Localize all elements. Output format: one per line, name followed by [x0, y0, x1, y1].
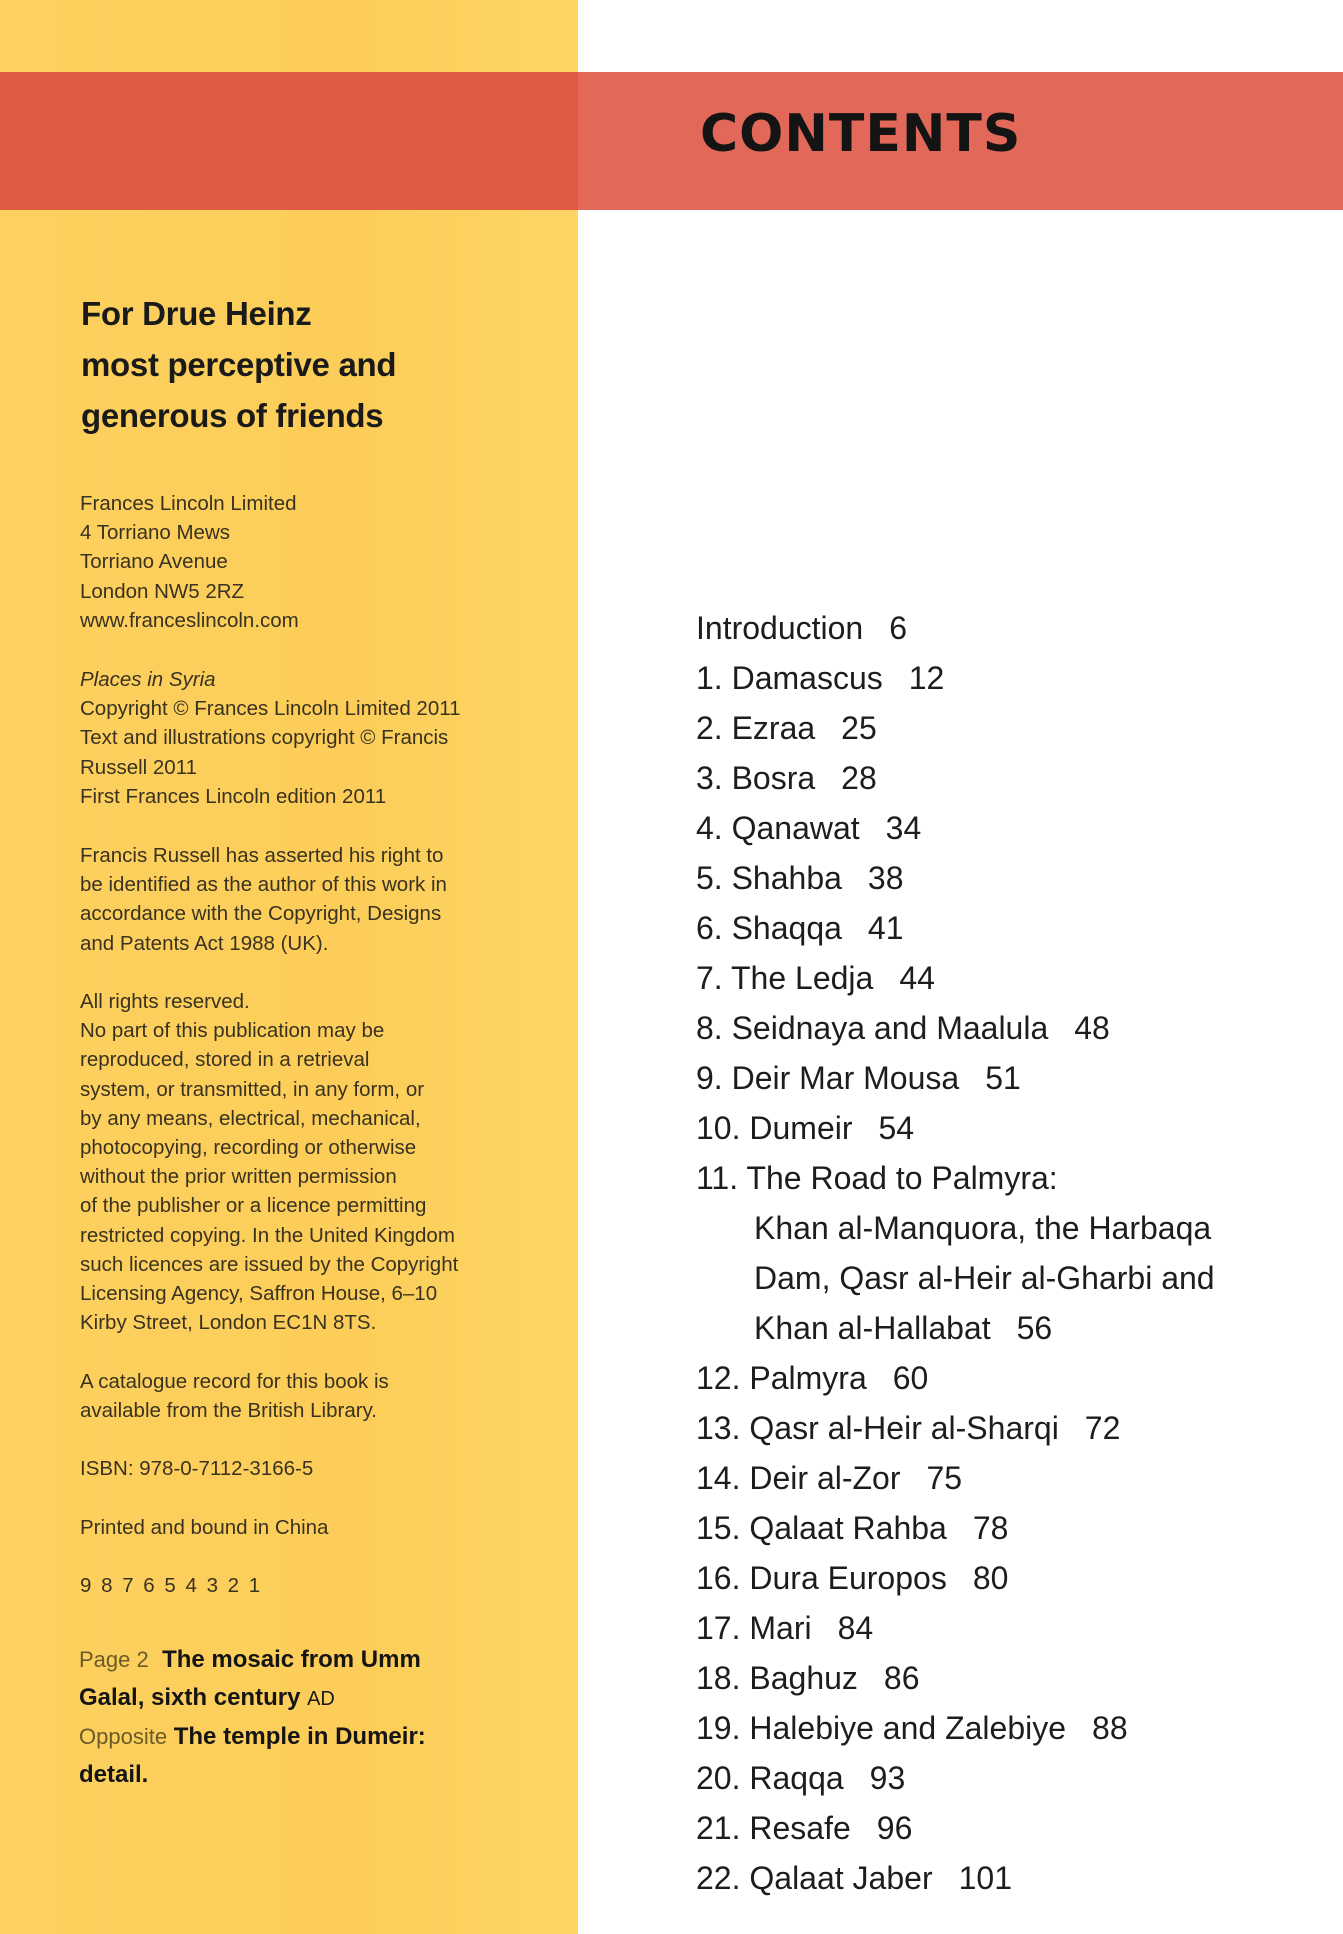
text-line: reproduced, stored in a retrieval [80, 1048, 370, 1072]
toc-page-number: 60 [892, 1360, 929, 1396]
toc-title: 15. Qalaat Rahba [696, 1510, 947, 1546]
toc-title: 18. Baghuz [696, 1660, 858, 1696]
caption-label: Opposite [79, 1724, 168, 1749]
dedication-line: most perceptive and [81, 346, 397, 383]
header-band [0, 72, 1343, 210]
toc-entry [696, 1853, 1215, 1903]
dedication-line: For Drue Heinz [81, 295, 312, 332]
toc-page-number: 72 [1084, 1410, 1121, 1446]
toc-page-number: 86 [883, 1660, 920, 1696]
picture-captions [79, 1641, 426, 1794]
toc-page-number: 84 [837, 1610, 874, 1646]
toc-entry [696, 1453, 1215, 1503]
toc-title: 7. The Ledja [696, 960, 874, 996]
text-line: available from the British Library. [80, 1399, 377, 1423]
catalogue-record [80, 1367, 389, 1425]
toc-entry [696, 903, 1215, 953]
caption-text: detail. [79, 1761, 149, 1788]
toc-title: 19. Halebiye and Zalebiye [696, 1710, 1067, 1746]
toc-title-continued: Dam, Qasr al-Heir al-Gharbi and [754, 1260, 1215, 1296]
caption-era: AD [307, 1688, 335, 1710]
toc-title: 17. Mari [696, 1610, 812, 1646]
toc-page-number: 34 [885, 810, 922, 846]
address-line: 4 Torriano Mews [80, 521, 231, 545]
toc-page-number: 93 [869, 1760, 906, 1796]
toc-entry-continuation [696, 1303, 1215, 1353]
toc-entry [696, 803, 1215, 853]
text-line: without the prior written permission [80, 1165, 397, 1189]
copyright-line: Russell 2011 [80, 755, 197, 779]
toc-entry [696, 1803, 1215, 1853]
caption-text: The mosaic from Umm [162, 1646, 421, 1673]
toc-page-number: 38 [867, 860, 904, 896]
toc-page-number: 54 [878, 1110, 915, 1146]
caption-text: The temple in Dumeir: [173, 1723, 426, 1750]
copyright-line: First Frances Lincoln edition 2011 [80, 784, 387, 808]
toc-page-number: 28 [841, 760, 877, 796]
dedication-line: generous of friends [81, 397, 384, 434]
toc-entry [696, 753, 1215, 803]
text-line: of the publisher or a licence permitting [80, 1194, 427, 1218]
toc-entry [696, 853, 1215, 903]
toc-page-number: 88 [1092, 1710, 1128, 1746]
toc-page-number: 6 [889, 610, 908, 646]
toc-page-number: 44 [899, 960, 935, 996]
text-line: accordance with the Copyright, Designs [80, 902, 442, 926]
toc-page-number: 12 [908, 660, 945, 696]
toc-page-number: 25 [841, 710, 877, 746]
toc-entry [696, 1503, 1215, 1553]
toc-entry-continuation [696, 1203, 1215, 1253]
toc-entry [696, 1703, 1215, 1753]
copyright-block [80, 665, 461, 811]
printed-in: Printed and bound in China [80, 1516, 329, 1539]
isbn: ISBN: 978-0-7112-3166-5 [80, 1457, 314, 1480]
toc-page-number: 96 [876, 1810, 913, 1846]
toc-entry [696, 1153, 1215, 1203]
rights-assertion [80, 841, 447, 958]
text-line: Licensing Agency, Saffron House, 6–10 [80, 1282, 438, 1306]
toc-title: 22. Qalaat Jaber [696, 1860, 933, 1896]
rights-reserved [80, 987, 458, 1337]
toc-entry [696, 1053, 1215, 1103]
toc-title: 12. Palmyra [696, 1360, 867, 1396]
toc-entry [696, 1753, 1215, 1803]
copyright-line: Copyright © Frances Lincoln Limited 2011 [80, 697, 461, 721]
toc-entry [696, 603, 1215, 653]
page-title: CONTENTS [700, 104, 1022, 164]
toc-title: 13. Qasr al-Heir al-Sharqi [696, 1410, 1059, 1446]
text-line: be identified as the author of this work in [80, 873, 447, 897]
toc-title: 11. The Road to Palmyra: [696, 1160, 1058, 1196]
text-line: A catalogue record for this book is [80, 1370, 389, 1393]
print-line: 9 8 7 6 5 4 3 2 1 [80, 1574, 263, 1597]
toc-title: 21. Resafe [696, 1810, 851, 1846]
publisher-website: www.franceslincoln.com [80, 608, 299, 632]
toc-page-number: 56 [1016, 1310, 1053, 1346]
toc-entry [696, 953, 1215, 1003]
table-of-contents [696, 603, 1215, 1903]
toc-title: 20. Raqqa [696, 1760, 844, 1796]
dedication [81, 288, 396, 441]
toc-title: 3. Bosra [696, 760, 816, 796]
text-line: such licences are issued by the Copyright [80, 1252, 459, 1276]
toc-entry-continuation [696, 1253, 1215, 1303]
toc-entry [696, 1603, 1215, 1653]
toc-title: 8. Seidnaya and Maalula [696, 1010, 1049, 1046]
toc-title-continued: Khan al-Hallabat [754, 1310, 991, 1346]
toc-title: 6. Shaqqa [696, 910, 842, 946]
caption-label: Page 2 [79, 1647, 149, 1672]
toc-title: Introduction [696, 610, 864, 646]
toc-title: 4. Qanawat [696, 810, 860, 846]
text-line: and Patents Act 1988 (UK). [80, 931, 329, 955]
toc-title: 14. Deir al-Zor [696, 1460, 901, 1496]
address-line: Frances Lincoln Limited [80, 492, 297, 515]
toc-entry [696, 703, 1215, 753]
toc-page-number: 78 [972, 1510, 1009, 1546]
text-line: No part of this publication may be [80, 1019, 385, 1043]
toc-entry [696, 1403, 1215, 1453]
toc-entry [696, 1553, 1215, 1603]
toc-page-number: 41 [867, 910, 904, 946]
address-line: Torriano Avenue [80, 550, 228, 574]
text-line: by any means, electrical, mechanical, [80, 1106, 421, 1130]
book-title: Places in Syria [80, 668, 216, 691]
toc-entry [696, 1103, 1215, 1153]
text-line: photocopying, recording or otherwise [80, 1136, 417, 1160]
address-line: London NW5 2RZ [80, 579, 245, 603]
toc-entry [696, 1003, 1215, 1053]
toc-page-number: 51 [985, 1060, 1021, 1096]
toc-entry [696, 653, 1215, 703]
toc-title: 9. Deir Mar Mousa [696, 1060, 960, 1096]
toc-page-number: 75 [926, 1460, 963, 1496]
toc-page-number: 48 [1074, 1010, 1110, 1046]
text-line: Francis Russell has asserted his right to [80, 844, 444, 867]
toc-title: 10. Dumeir [696, 1110, 853, 1146]
copyright-line: Text and illustrations copyright © Francis [80, 726, 449, 750]
toc-title-continued: Khan al-Manquora, the Harbaqa [754, 1210, 1212, 1246]
text-line: Kirby Street, London EC1N 8TS. [80, 1311, 377, 1335]
toc-page-number: 80 [972, 1560, 1009, 1596]
text-line: restricted copying. In the United Kingdom [80, 1223, 455, 1247]
toc-page-number: 101 [958, 1860, 1012, 1896]
text-line: All rights reserved. [80, 990, 250, 1013]
toc-title: 1. Damascus [696, 660, 883, 696]
toc-title: 2. Ezraa [696, 710, 816, 746]
text-line: system, or transmitted, in any form, or [80, 1077, 425, 1101]
toc-entry [696, 1353, 1215, 1403]
publisher-address [80, 489, 299, 635]
caption-text: Galal, sixth century [79, 1684, 301, 1711]
toc-title: 5. Shahba [696, 860, 842, 896]
toc-title: 16. Dura Europos [696, 1560, 947, 1596]
header-band-left [0, 72, 578, 210]
toc-entry [696, 1653, 1215, 1703]
